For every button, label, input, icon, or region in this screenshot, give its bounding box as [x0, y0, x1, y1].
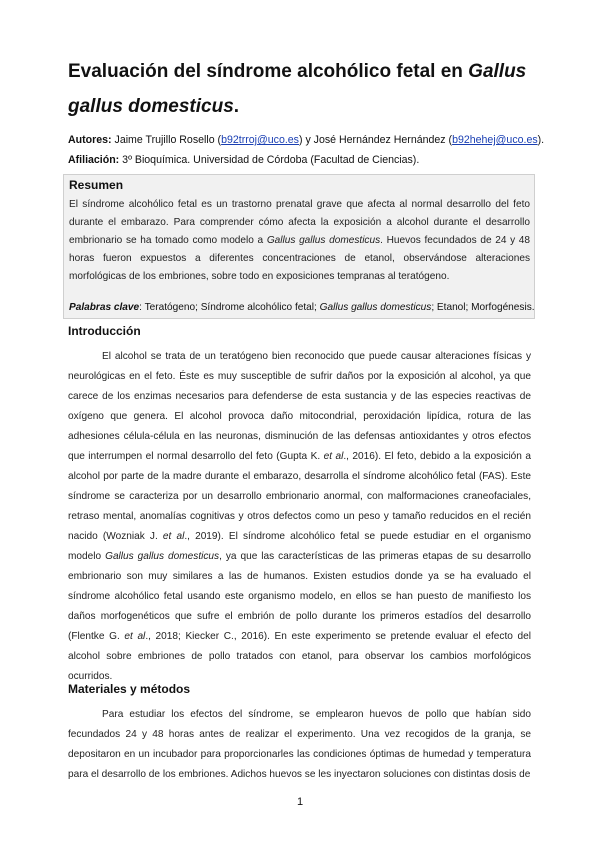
- abstract-text-a: El síndrome alcohólico fetal es un trastorno prenatal grave que afecta al normal desarrollo del feto durante el embarazo. Para comprender cómo afecta la exposición a alcohol durante el desarrollo embrionario se ha tomado como modelo a: [69, 199, 530, 246]
- affiliation-label: Afiliación:: [68, 154, 120, 166]
- introduction-paragraph: [68, 347, 531, 687]
- author-2: ) y José Hernández Hernández (: [298, 134, 453, 146]
- keywords-line: [69, 301, 535, 315]
- intro-part-4: , ya que las características de las primeras etapas de su desarrollo embrionario son muy similares a las de humanos. Existen estudios donde ya se ha evaluado el síndrome alcohólico fetal usando este organismo modelo, en ellos se han puesto de manifiesto los daños morfogenéticos que sufre el embrión de pollo durante los primeros estadíos del desarrollo (Flentke G.: [68, 551, 531, 642]
- authors-line: [68, 133, 545, 147]
- methods-heading: Materiales y métodos: [68, 682, 191, 696]
- authors-label: Autores:: [68, 134, 112, 146]
- keywords-label: Palabras clave: [69, 302, 140, 313]
- affiliation-line: [68, 153, 538, 167]
- affiliation-text: 3º Bioquímica. Universidad de Córdoba (Facultad de Ciencias).: [122, 154, 420, 166]
- introduction-heading: Introducción: [68, 324, 141, 338]
- intro-part-3: ., 2019). El síndrome alcohólico fetal se puede estudiar en el organismo modelo: [68, 531, 531, 562]
- authors-end: ).: [537, 134, 545, 146]
- intro-etal-2: et al: [162, 531, 185, 542]
- abstract-box: [63, 174, 535, 319]
- intro-part-2: ., 2016). El feto, debido a la exposición a alcohol por parte de la madre durante el embarazo, desarrolla el síndrome alcohólico fetal (FAS). Este síndrome se caracteriza por un desarrollo embrionario anormal, con malformaciones craneofaciales, retraso mental, anomalías cognitivas y otros defectos como un peso y tamaño reducidos en el recién nacido (Wozniak J.: [68, 451, 531, 542]
- intro-part-1: El alcohol se trata de un teratógeno bien reconocido que puede causar alteraciones físicas y neurológicas en el feto. Éste es muy susceptible de sufrir daños por la exposición al alcohol, ya que carece de los enzimas necesarios para defenderse de esta sustancia y de las especies reactivas de oxígeno que genera. El alcohol provoca daño mitocondrial, peroxidación lipídica, rotura de las adhesiones célula-célula en las neuronas, disminución de las defensas antioxidantes y otros efectos que interrumpen el normal desarrollo del feto (Gupta K.: [68, 351, 531, 462]
- keywords-species: Gallus gallus domesticus: [319, 302, 432, 313]
- intro-part-5: ., 2018; Kiecker C., 2016). En este experimento se pretende evaluar el efecto del alcohol sobre embriones de pollo tratados con etanol, para observar los cambios morfológicos ocurridos.: [68, 631, 531, 682]
- author-2-email-link[interactable]: b92hehej@uco.es: [452, 134, 538, 146]
- author-1-email-link[interactable]: b92trroj@uco.es: [221, 134, 299, 146]
- paper-title: [68, 54, 538, 124]
- abstract-species: Gallus gallus domesticus: [266, 235, 381, 246]
- abstract-heading: Resumen: [69, 178, 124, 192]
- author-1: Jaime Trujillo Rosello (: [114, 134, 222, 146]
- intro-species: Gallus gallus domesticus: [105, 551, 220, 562]
- methods-paragraph: Para estudiar los efectos del síndrome, se emplearon huevos de pollo que habían sido fecundados 24 y 48 horas antes de realizar el experimento. Una vez recogidos de la granja, se depositaron en un incubador para proporcionarles las condiciones óptimas de humedad y temperatura para el desarrollo de los embriones. Adichos huevos se les inyectaron soluciones con distintas dosis de: [68, 709, 531, 780]
- keywords-b: ; Etanol; Morfogénesis.: [431, 302, 535, 313]
- title-prefix: Evaluación del síndrome alcohólico fetal en: [68, 61, 469, 82]
- title-suffix: .: [233, 96, 240, 117]
- abstract-text: [69, 196, 530, 286]
- title-species: Gallus gallus domesticus: [68, 61, 527, 117]
- intro-etal-1: et al: [323, 451, 344, 462]
- keywords-a: : Teratógeno; Síndrome alcohólico fetal;: [139, 302, 320, 313]
- abstract-text-b: . Huevos fecundados de 24 y 48 horas fueron expuestos a diferentes concentraciones de etanol, observándose alteraciones morfológicas de los embriones, sobre todo en exposiciones tempranas al teratógeno.: [69, 235, 531, 282]
- intro-etal-3: et al: [124, 631, 146, 642]
- page-number: 1: [296, 796, 304, 808]
